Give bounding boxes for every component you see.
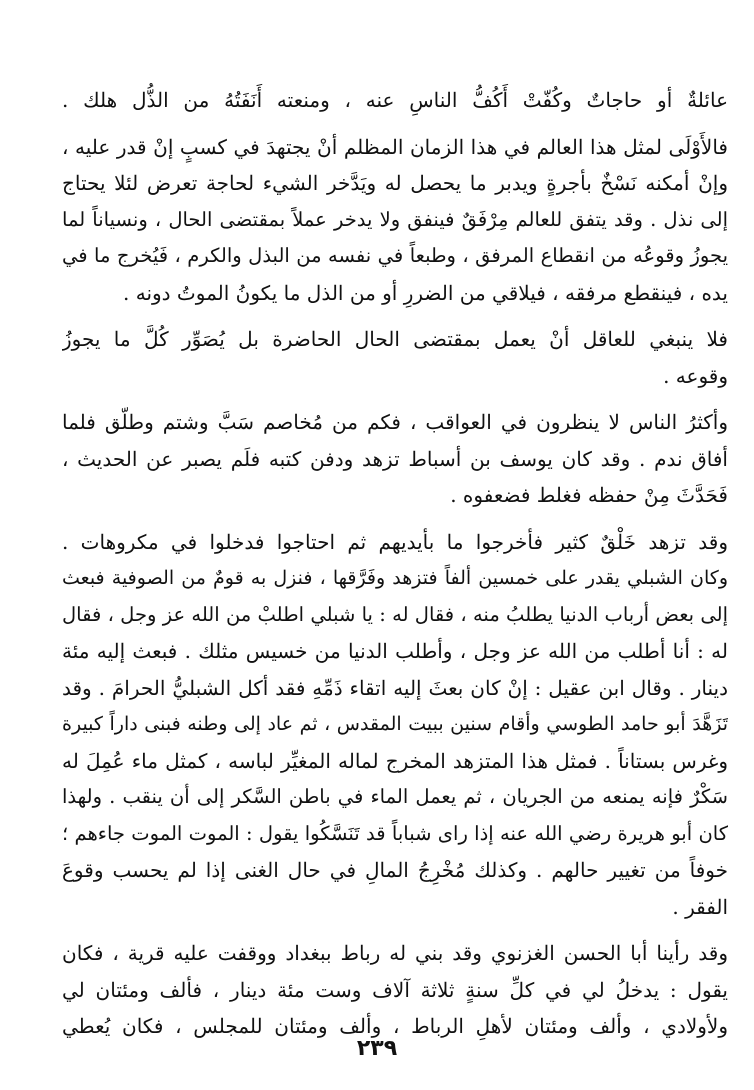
text-line: إلى بعض أرباب الدنيا يطلبُ منه ، فقال له : يا شبلي اطلبْ من الله عز وجل ، فقال: [62, 602, 728, 626]
page-number: ٢٣٩: [356, 1036, 398, 1061]
book-page: [62, 82, 728, 1055]
text-line: وكان الشبلي يقدر على خمسين ألفاً فتزهد وفَرَّقها ، فنزل به قومٌ من الصوفية فبعث: [62, 567, 728, 589]
text-line: إلى نذل . وقد يتفق للعالم مِرْفَقٌ فينفق ولا يدخر عملاً بمقتضى الحال ، ونسياناً لما: [62, 207, 728, 231]
text-line: فلا ينبغي للعاقل أنْ يعمل بمقتضى الحال الحاضرة بل يُصَوِّر كُلَّ ما يجوزُ: [62, 327, 728, 351]
text-line: الفقر .: [672, 894, 728, 919]
text-line: وأكثرُ الناس لا ينظرون في العواقب ، فكم من مُخاصم سَبَّ وشتم وطلّق فلما: [62, 410, 728, 434]
text-line: وقوعه .: [663, 363, 728, 388]
text-line: يقول : يدخلُ لي في كلِّ سنةٍ ثلاثة آلاف وست مئة دينار ، فألف ومئتان لي: [62, 977, 728, 1002]
text-line: يده ، فينقطع مرفقه ، فيلاقي من الضررِ أو من الذل ما يكونُ الموتُ دونه .: [123, 280, 728, 305]
text-line: له : أنا أطلب من الله عز وجل ، وأطلب الدنيا من خسيس مثلك . فبعث إليه مئة: [62, 639, 728, 663]
paragraph-3: [62, 321, 728, 394]
text-line: وغرس بستاناً . فمثل هذا المتزهد المخرج لماله المغيِّر لباسه ، كمثل ماء عُمِلَ له: [62, 748, 728, 773]
text-line: كان أبو هريرة رضي الله عنه إذا راى شباباً قد تَنَسَّكُوا يقول : الموت الموت جاءهم ؛: [62, 821, 728, 845]
paragraph-5: [62, 524, 728, 926]
paragraph-6: [62, 935, 728, 1045]
text-line: عائلةٌ أو حاجاتٌ وكُفّتْ أَكُفُّ الناسِ عنه ، ومنعته أَنَفَتُهُ من الذُّل هلك .: [62, 88, 728, 112]
text-line: ولأولادي ، وألف ومئتان لأهلِ الرباط ، وألف ومئتان للمجلس ، فكان يُعطي: [62, 1014, 728, 1038]
paragraph-1: [62, 82, 728, 119]
text-line: يجوزُ وقوعُه من انقطاع المرفق ، وطبعاً في نفسه من البذل والكرم ، فَيُخرج ما في: [62, 244, 728, 267]
text-line: أفاق ندم . وقد كان يوسف بن أسباط تزهد ودفن كتبه فلَم يصبر عن الحديث ،: [62, 446, 728, 471]
paragraph-2: [62, 129, 728, 312]
text-line: فالأَوْلَى لمثل هذا العالم في هذا الزمان المظلم أنْ يجتهدَ في كسبٍ إنْ قدر عليه ،: [62, 134, 728, 159]
text-line: خوفاً من تغيير حالهم . وكذلك مُخْرِجُ المالِ في حال الغنى إذا لم يحسب وقوعَ: [62, 858, 728, 882]
text-line: تَزَهَّدَ أبو حامد الطوسي وأقام سنين ببيت المقدس ، ثم عاد إلى وطنه فبنى داراً كبيرة: [62, 713, 728, 735]
paragraph-4: [62, 404, 728, 514]
text-line: سَكْرٌ فإنه يمنعه من الجريان ، ثم يعمل الماء في باطن السَّكر إلى أن ينقب . ولهذا: [62, 785, 728, 808]
text-line: دينار . وقال ابن عقيل : إنْ كان بعثَ إليه اتقاء ذَمِّهِ فقد أكل الشبليُّ الحرامَ . وقد: [62, 675, 728, 700]
text-line: وإنْ أمكنه نَسْخٌ بأجرةٍ ويدبر ما يحصل له ويَدَّخر الشيء لحاجة تعرض لئلا يحتاج: [62, 171, 728, 195]
text-line: فَحَدَّثَ مِنْ حفظه فغلط فضعفوه .: [450, 483, 728, 507]
text-line: وقد رأينا أبا الحسن الغزنوي وقد بني له رباط ببغداد ووقفت عليه قرية ، فكان: [62, 941, 728, 965]
text-line: وقد تزهد خَلْقٌ كثير فأخرجوا ما بأيديهم ثم احتاجوا فدخلوا في مكروهات .: [62, 529, 728, 554]
